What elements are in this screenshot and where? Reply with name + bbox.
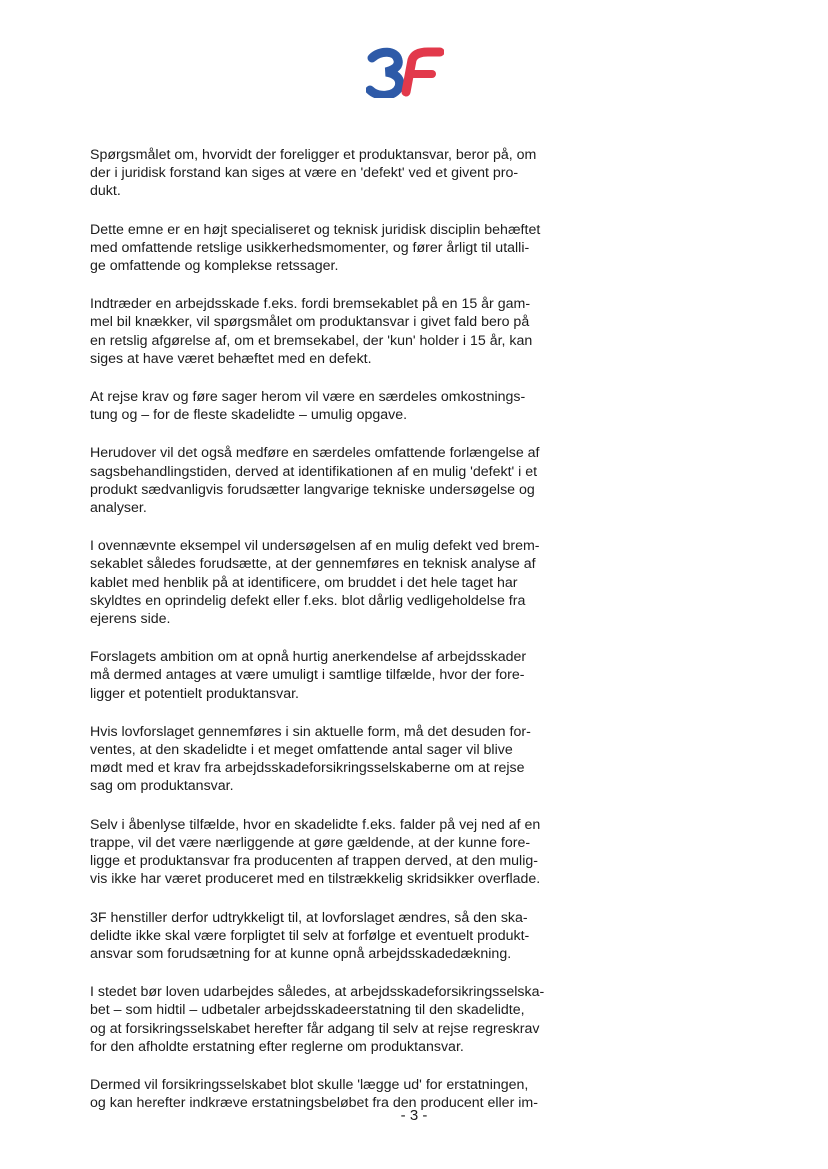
text-line: Selv i åbenlyse tilfælde, hvor en skadelidte f.eks. falder på vej ned af en: [90, 816, 541, 833]
text-line: tung og – for de fleste skadelidte – umulig opgave.: [90, 407, 408, 424]
text-line: delidte ikke skal være forpligtet til selv at forfølge et eventuelt produkt-: [90, 927, 530, 944]
text-line: 3F henstiller derfor udtrykkeligt til, at lovforslaget ændres, så den ska-: [90, 909, 528, 926]
text-line: ventes, at den skadelidte i et meget omfattende antal sager vil blive: [90, 742, 513, 759]
text-line: trappe, vil det være nærliggende at gøre gældende, at der kunne fore-: [90, 834, 531, 851]
text-line: for den afholdte erstatning efter reglerne om produktansvar.: [90, 1038, 464, 1055]
text-line: Spørgsmålet om, hvorvidt der foreligger et produktansvar, beror på, om: [90, 147, 537, 163]
paragraph: [90, 444, 610, 517]
text-line: vis ikke har været produceret med en tilstrækkelig skridsikker overflade.: [90, 871, 541, 888]
paragraph: [90, 648, 610, 703]
text-line: sagsbehandlingstiden, derved at identifikationen af en mulig 'defekt' i et: [90, 463, 538, 480]
text-line: mel bil knækker, vil spørgsmålet om produktansvar i givet fald bero på: [90, 314, 530, 331]
text-line: ge omfattende og komplekse retssager.: [90, 258, 339, 275]
paragraph: [90, 816, 610, 889]
text-line: At rejse krav og føre sager herom vil være en særdeles omkostnings-: [90, 389, 526, 406]
text-line: må dermed antages at være umuligt i samtlige tilfælde, hvor der fore-: [90, 667, 525, 684]
text-line: analyser.: [90, 500, 147, 517]
text-line: produkt sædvanligvis forudsætter langvarige tekniske undersøgelse og: [90, 481, 535, 498]
page-number: - 3 -: [400, 1107, 428, 1124]
text-line: og at forsikringsselskabet herefter får adgang til selv at rejse regreskrav: [90, 1020, 540, 1037]
text-line: kablet med henblik på at identificere, om bruddet i det hele taget har: [90, 574, 518, 591]
paragraph: [90, 221, 610, 276]
text-line: og kan herefter indkræve erstatningsbeløbet fra den producent eller im-: [90, 1095, 538, 1112]
text-line: ligge et produktansvar fra producenten af trappen derved, at den mulig-: [90, 853, 538, 870]
text-line: bet – som hidtil – udbetaler arbejdsskadeerstatning til den skadelidte,: [90, 1002, 525, 1019]
text-line: Hvis lovforslaget gennemføres i sin aktuelle form, må det desuden for-: [90, 723, 531, 740]
paragraph: [90, 388, 610, 424]
text-line: I stedet bør loven udarbejdes således, at arbejdsskadeforsikringsselska-: [90, 984, 545, 1001]
text-line: ansvar som forudsætning for at kunne opnå arbejdsskadedækning.: [90, 945, 512, 962]
paragraph: [90, 295, 610, 368]
text-line: ligger et potentielt produktansvar.: [90, 685, 300, 702]
text-line: dukt.: [90, 183, 121, 200]
text-line: sag om produktansvar.: [90, 778, 234, 795]
paragraph: [90, 146, 610, 201]
text-line: ejerens side.: [90, 611, 171, 628]
text-line: I ovennævnte eksempel vil undersøgelsen af en mulig defekt ved brem-: [90, 538, 540, 555]
text-line: mødt med et krav fra arbejdsskadeforsikringsselskaberne om at rejse: [90, 760, 525, 777]
text-line: Dette emne er en højt specialiseret og teknisk juridisk disciplin behæftet: [90, 221, 541, 238]
body-text: [90, 146, 610, 1132]
paragraph: [90, 723, 610, 796]
text-line: siges at have været behæftet med en defekt.: [90, 350, 372, 367]
paragraph: [90, 909, 610, 964]
3f-logo: [366, 46, 444, 98]
text-line: en retslig afgørelse af, om et bremsekabel, der 'kun' holder i 15 år, kan: [90, 332, 533, 349]
paragraph: [90, 983, 610, 1056]
text-line: Herudover vil det også medføre en særdeles omfattende forlængelse af: [90, 445, 540, 462]
text-line: skyldtes en oprindelig defekt eller f.eks. blot dårlig vedligeholdelse fra: [90, 592, 526, 609]
paragraph: [90, 537, 610, 628]
text-line: sekablet således forudsætte, at der gennemføres en teknisk analyse af: [90, 556, 536, 573]
text-line: der i juridisk forstand kan siges at være en 'defekt' ved et givent pro-: [90, 165, 519, 182]
text-line: Indtræder en arbejdsskade f.eks. fordi bremsekablet på en 15 år gam-: [90, 296, 531, 313]
text-line: Forslagets ambition om at opnå hurtig anerkendelse af arbejdsskader: [90, 649, 527, 666]
text-line: med omfattende retslige usikkerhedsmomenter, og fører årligt til utalli-: [90, 239, 530, 256]
text-line: Dermed vil forsikringsselskabet blot skulle 'lægge ud' for erstatningen,: [90, 1076, 529, 1093]
